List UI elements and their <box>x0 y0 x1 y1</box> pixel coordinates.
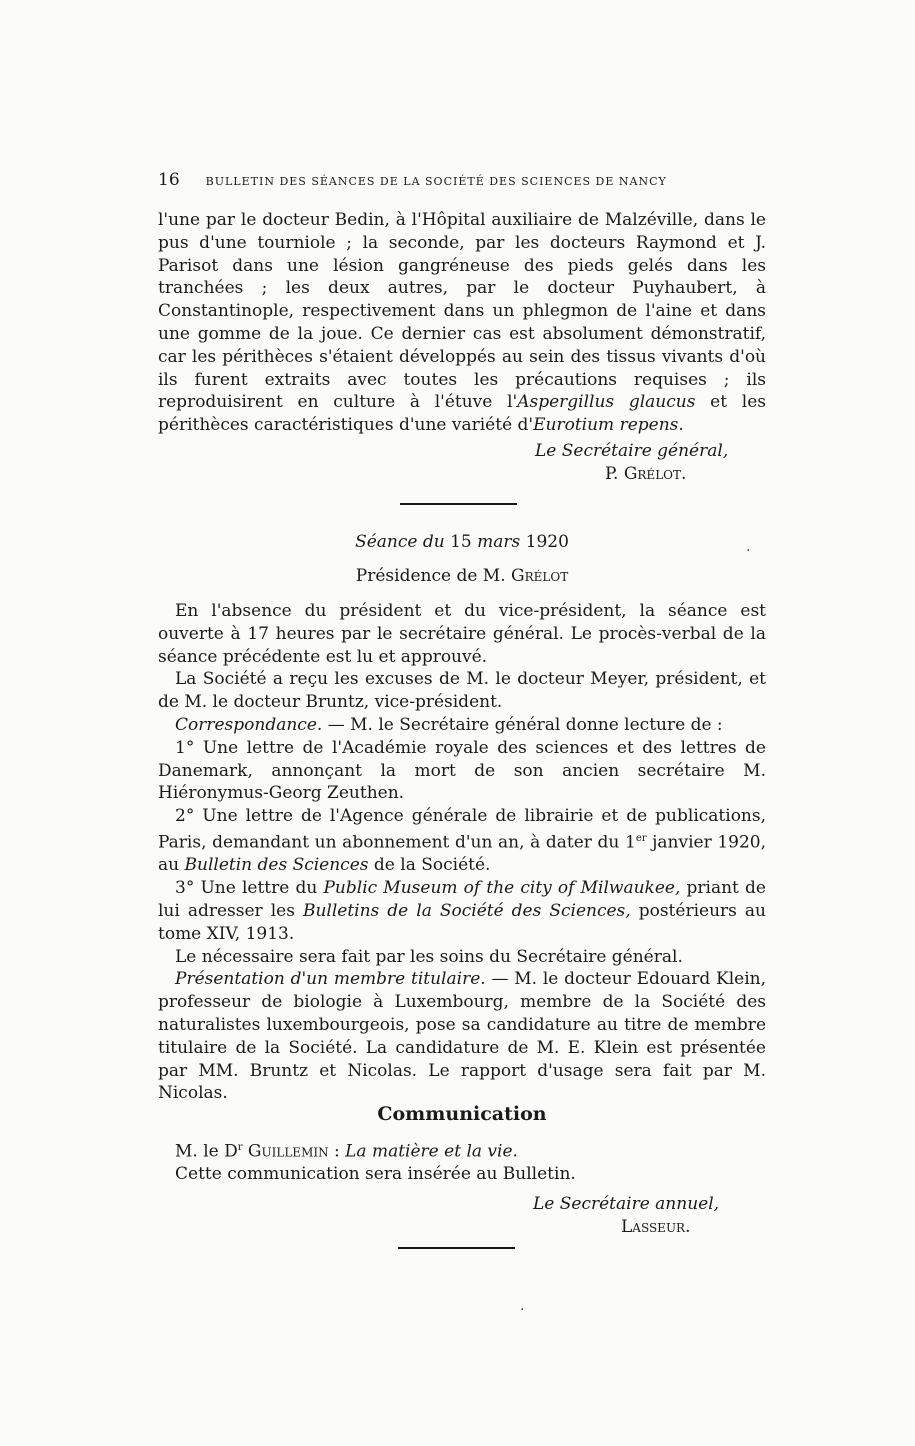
presidence-name: Grélot <box>511 566 569 586</box>
scan-speck: · <box>746 543 751 559</box>
species-aspergillus: Aspergillus glaucus <box>517 392 696 413</box>
necessaire-paragraph: Le nécessaire sera fait par les soins du Secrétaire général. <box>175 946 683 967</box>
presidence-line <box>158 565 766 588</box>
continuation-paragraph <box>158 209 766 437</box>
correspondence-text: — M. le Secrétaire général donne lecture de : <box>322 714 723 735</box>
letter-item-3-bulletins: Bulletins de la Société des Sciences, <box>302 901 631 922</box>
communication-body <box>158 1137 766 1186</box>
communication-entry <box>158 1137 766 1163</box>
letter-item-2-bulletin: Bulletin des Sciences <box>184 855 369 876</box>
session-month: mars <box>477 532 521 552</box>
section-divider-1 <box>400 503 517 505</box>
signature-name-2: Lasseur. <box>621 1217 691 1237</box>
presentation-paragraph <box>158 968 766 1105</box>
running-head: BULLETIN DES SÉANCES DE LA SOCIÉTÉ DES SCIENCES DE NANCY <box>205 175 667 188</box>
letter-item-2-text-c: de la Société. <box>368 855 491 876</box>
communication-author: Guillemin <box>242 1141 329 1162</box>
letter-item-2-sup: er <box>635 832 647 844</box>
letter-item-3-text-a: 3° Une lettre du <box>175 878 324 899</box>
continuation-text: l'une par le docteur Bedin, à l'Hôpital auxiliaire de Malzéville, dans le pus d'une tourniole ; la seconde, par les docteurs Raymond et J. Parisot dans une lésion gangréneuse des pieds gelés dans les tranchées ; les deux autres, par le docteur Puyhaubert, à Constantinople, respectivement dans un phlegmon de l'aine et dans une gomme de la joue. Ce dernier cas est absolument démonstratif, car les périthèces s'étaient développés au sein des tissus vivants d'où ils furent extraits avec toutes les précautions requises ; ils reproduisirent en culture à l'étuve l' <box>158 210 766 413</box>
page-number: 16 <box>158 170 180 190</box>
section-divider-2 <box>398 1247 515 1249</box>
letter-item-2-text-a: 2° Une lettre de l'Agence générale de librairie et de publications, Paris, demandant un abonnement d'un an, à dater du 1 <box>158 806 766 853</box>
opening-paragraph: En l'absence du président et du vice-président, la séance est ouverte à 17 heures par le secrétaire général. Le procès-verbal de la séance précédente est lu et approuvé. <box>158 601 766 667</box>
presentation-label: Présentation d'un membre titulaire. <box>175 969 486 990</box>
species-eurotium: Eurotium repens. <box>533 415 684 436</box>
signature-title-2: Le Secrétaire annuel, <box>533 1194 720 1214</box>
letter-item-3-text-c: postérieurs au tome XIV, 1913. <box>158 901 766 944</box>
communication-note: Cette communication sera insérée au Bulletin. <box>175 1164 576 1185</box>
letter-item-2-text-b: janvier 1920, au <box>158 832 766 876</box>
continuation-text-mid: et les périthèces caractéristiques d'une variété d' <box>158 392 767 436</box>
letter-item-3 <box>158 877 766 945</box>
communication-title: La matière et la vie. <box>345 1141 518 1162</box>
communication-entry-a: M. le D <box>175 1141 238 1162</box>
communication-heading: Communication <box>377 1103 547 1125</box>
session-title <box>158 531 766 554</box>
session-title-label: Séance du <box>355 532 445 552</box>
letter-item-1: 1° Une lettre de l'Académie royale des sciences et des lettres de Danemark, annonçant la mort de son ancien secrétaire M. Hiéronymus-Georg Zeuthen. <box>158 737 766 804</box>
signature-name-1 <box>605 463 686 486</box>
letter-item-3-museum: Public Museum of the city of Milwaukee, <box>323 878 681 899</box>
letter-item-2 <box>158 805 766 877</box>
letter-item-3-text-b: priant de lui adresser les <box>158 878 766 922</box>
page-header <box>158 170 718 190</box>
signature-surname-1: Grélot. <box>623 464 687 484</box>
signature-initial-1: P. <box>605 464 624 484</box>
excuses-paragraph: La Société a reçu les excuses de M. le docteur Meyer, président, et de M. le docteur Bruntz, vice-président. <box>158 669 766 713</box>
session-year: 1920 <box>520 532 569 552</box>
session-day: 15 <box>444 532 478 552</box>
communication-entry-b: : <box>328 1141 346 1162</box>
presidence-label: Présidence de M. <box>355 566 512 586</box>
communication-entry-sup: r <box>237 1142 243 1153</box>
scan-speck: · <box>520 1302 525 1318</box>
correspondence-paragraph <box>158 714 766 737</box>
correspondence-label: Correspondance. <box>175 714 323 735</box>
presentation-text: — M. le docteur Edouard Klein, professeur de biologie à Luxembourg, membre de la Société des naturalistes luxembourgeois, pose sa candidature au titre de membre titulaire de la Société. La candidature de M. E. Klein est présentée par MM. Bruntz et Nicolas. Le rapport d'usage sera fait par M. Nicolas. <box>158 969 766 1104</box>
signature-title-1: Le Secrétaire général, <box>535 441 729 461</box>
minutes-body <box>158 600 766 1105</box>
